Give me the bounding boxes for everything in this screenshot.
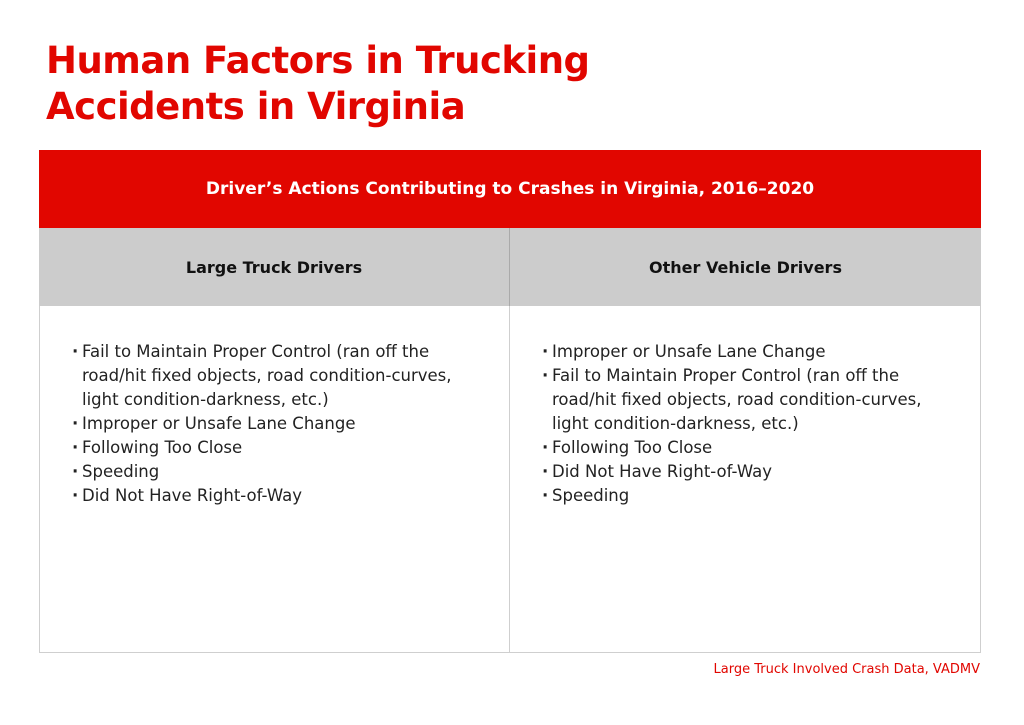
column-header-row <box>39 228 981 306</box>
list-item: · Improper or Unsafe Lane Change <box>72 412 479 436</box>
list-item: · Following Too Close <box>542 436 950 460</box>
table-heading: Driver’s Actions Contributing to Crashes in Virginia, 2016–2020 <box>39 150 981 228</box>
list-item: · Did Not Have Right-of-Way <box>542 460 950 484</box>
table-body-row <box>40 306 980 652</box>
other-vehicle-drivers-list <box>542 340 950 508</box>
column-header-large-truck-drivers: Large Truck Drivers <box>39 228 510 306</box>
large-truck-drivers-list <box>72 340 479 508</box>
large-truck-drivers-cell <box>40 306 510 652</box>
list-item: · Speeding <box>72 460 479 484</box>
list-item: · Following Too Close <box>72 436 479 460</box>
title-line-1: Human Factors in Trucking <box>46 39 590 82</box>
list-item: · Fail to Maintain Proper Control (ran off the road/hit fixed objects, road condition-curves, light condition-darkness, etc.) <box>72 340 479 412</box>
list-item: · Improper or Unsafe Lane Change <box>542 340 950 364</box>
list-item: · Speeding <box>542 484 950 508</box>
page-title <box>46 38 746 130</box>
list-item: · Did Not Have Right-of-Way <box>72 484 479 508</box>
contributing-actions-table <box>39 150 981 653</box>
source-citation: Large Truck Involved Crash Data, VADMV <box>713 662 980 677</box>
list-item: · Fail to Maintain Proper Control (ran off the road/hit fixed objects, road condition-curves, light condition-darkness, etc.) <box>542 364 950 436</box>
other-vehicle-drivers-cell <box>510 306 980 652</box>
column-header-other-vehicle-drivers: Other Vehicle Drivers <box>649 257 842 277</box>
title-line-2: Accidents in Virginia <box>46 85 466 128</box>
